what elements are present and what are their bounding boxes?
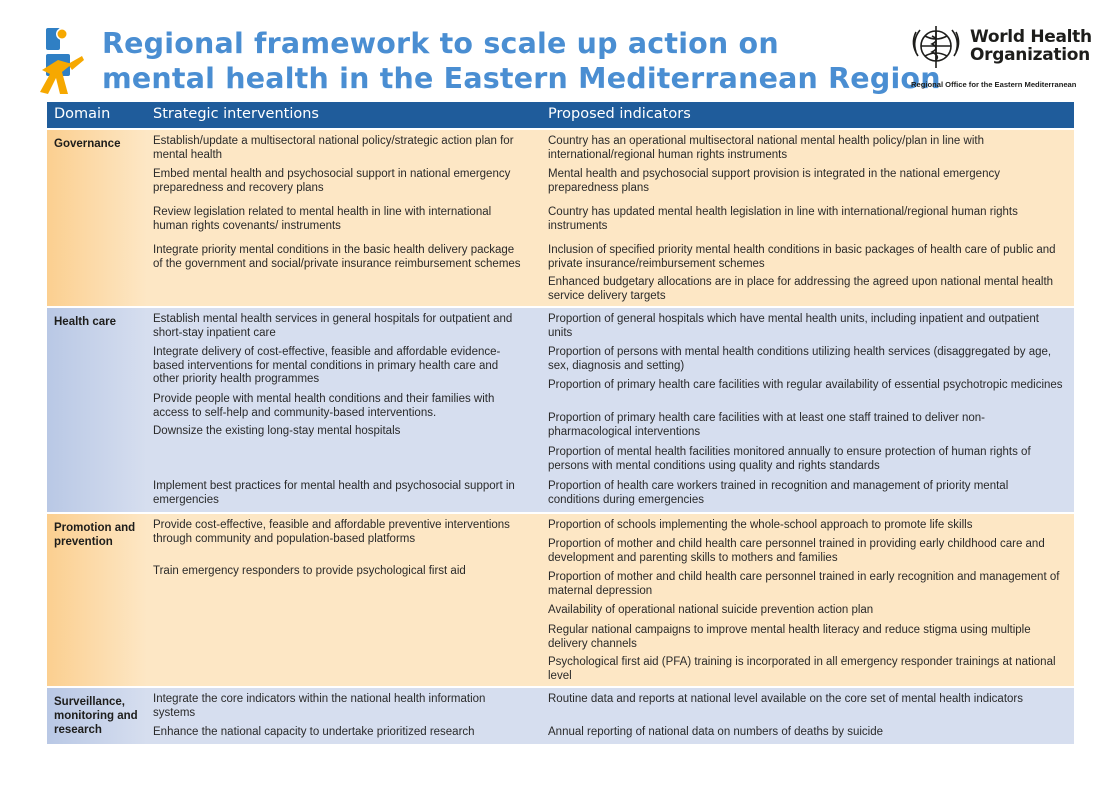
indicator-item: Proportion of schools implementing the whole-school approach to promote life skills [548,519,973,531]
table-header [47,102,1074,128]
who-subtitle: Regional Office for the Eastern Mediterranean [911,80,1077,89]
proposed-indicators [542,688,1074,744]
intervention-item: Downsize the existing long-stay mental hospitals [153,425,401,437]
indicator-item: Proportion of general hospitals which have mental health units, including inpatient and outpatient units [548,313,1039,339]
strategic-interventions [147,130,542,306]
title-line-1: Regional framework to scale up action on [102,27,779,60]
who-emblem-icon [908,22,964,74]
emro-figure-logo [38,24,86,96]
intervention-item: Provide people with mental health conditions and their families with access to self-help and community-based interventions. [153,393,495,419]
indicator-item: Inclusion of specified priority mental health conditions in basic packages of health care of public and private insurance/reimbursement schemes [548,244,1056,270]
domain-label: Promotion and prevention [47,514,147,686]
indicator-item: Mental health and psychosocial support provision is integrated in the national emergency preparedness plans [548,168,1000,194]
who-name-line-1: World Health [970,27,1092,47]
section-surveillance-monitoring-research [47,688,1074,744]
indicator-item: Proportion of primary health care facilities with at least one staff trained to deliver non-pharmacological interventions [548,412,986,438]
indicator-item: Routine data and reports at national level available on the core set of mental health indicators [548,693,1023,705]
intervention-item: Integrate delivery of cost-effective, feasible and affordable evidence-based interventions for mental conditions in primary health care and other priority health programmes [153,346,501,385]
intervention-item: Implement best practices for mental health and psychosocial support in emergencies [153,480,515,506]
intervention-item: Train emergency responders to provide psychological first aid [153,565,466,577]
domain-label: Surveillance, monitoring and research [47,688,147,744]
page-title [102,26,941,96]
section-promotion-prevention [47,514,1074,686]
indicator-item: Availability of operational national suicide prevention action plan [548,604,874,616]
indicator-item: Country has an operational multisectoral national mental health policy/plan in line with international/regional human rights instruments [548,135,984,161]
proposed-indicators [542,130,1074,306]
proposed-indicators [542,514,1074,686]
intervention-item: Provide cost-effective, feasible and affordable preventive interventions through community and population-based platforms [153,519,510,545]
indicator-item: Regular national campaigns to improve mental health literacy and reduce stigma using multiple delivery channels [548,624,1031,650]
intervention-item: Integrate the core indicators within the national health information systems [153,693,486,719]
proposed-indicators [542,308,1074,512]
strategic-interventions [147,688,542,744]
indicator-item: Proportion of mental health facilities monitored annually to ensure protection of human rights of persons with mental conditions using quality and rights standards [548,446,1031,472]
who-logo [908,22,1092,92]
intervention-item: Review legislation related to mental health in line with international human rights covenants/ instruments [153,206,492,232]
indicator-item: Proportion of mother and child health care personnel trained in providing early childhood care and development and parenting skills to mothers and families [548,538,1045,564]
indicator-item: Annual reporting of national data on numbers of deaths by suicide [548,726,883,738]
intervention-item: Integrate priority mental conditions in the basic health delivery package of the government and social/private insurance reimbursement schemes [153,244,521,270]
intervention-item: Establish mental health services in general hospitals for outpatient and short-stay inpatient care [153,313,513,339]
intervention-item: Establish/update a multisectoral national policy/strategic action plan for mental health [153,135,514,161]
header-strategic-interventions: Strategic interventions [153,106,319,122]
strategic-interventions [147,514,542,686]
indicator-item: Country has updated mental health legislation in line with international/regional human rights instruments [548,206,1018,232]
indicator-item: Proportion of health care workers trained in recognition and management of priority mental conditions during emergencies [548,480,1009,506]
intervention-item: Enhance the national capacity to undertake prioritized research [153,726,475,738]
indicator-item: Proportion of primary health care facilities with regular availability of essential psychotropic medicines [548,379,1063,391]
indicator-item: Enhanced budgetary allocations are in place for addressing the agreed upon national mental health service delivery targets [548,276,1054,302]
who-name [970,28,1092,64]
strategic-interventions [147,308,542,512]
intervention-item: Embed mental health and psychosocial support in national emergency preparedness and recovery plans [153,168,511,194]
title-line-2: mental health in the Eastern Mediterranean Region [102,62,941,95]
who-name-line-2: Organization [970,45,1090,65]
domain-label: Health care [47,308,147,512]
section-health-care [47,308,1074,512]
domain-label: Governance [47,130,147,306]
section-governance [47,130,1074,306]
header-domain: Domain [54,106,111,122]
header-proposed-indicators: Proposed indicators [548,106,691,122]
indicator-item: Proportion of persons with mental health conditions utilizing health services (disaggregated by age, sex, diagnosis and setting) [548,346,1052,372]
indicator-item: Proportion of mother and child health care personnel trained in early recognition and management of maternal depression [548,571,1060,597]
indicator-item: Psychological first aid (PFA) training is incorporated in all emergency responder trainings at national level [548,656,1056,682]
framework-table [47,102,1074,744]
